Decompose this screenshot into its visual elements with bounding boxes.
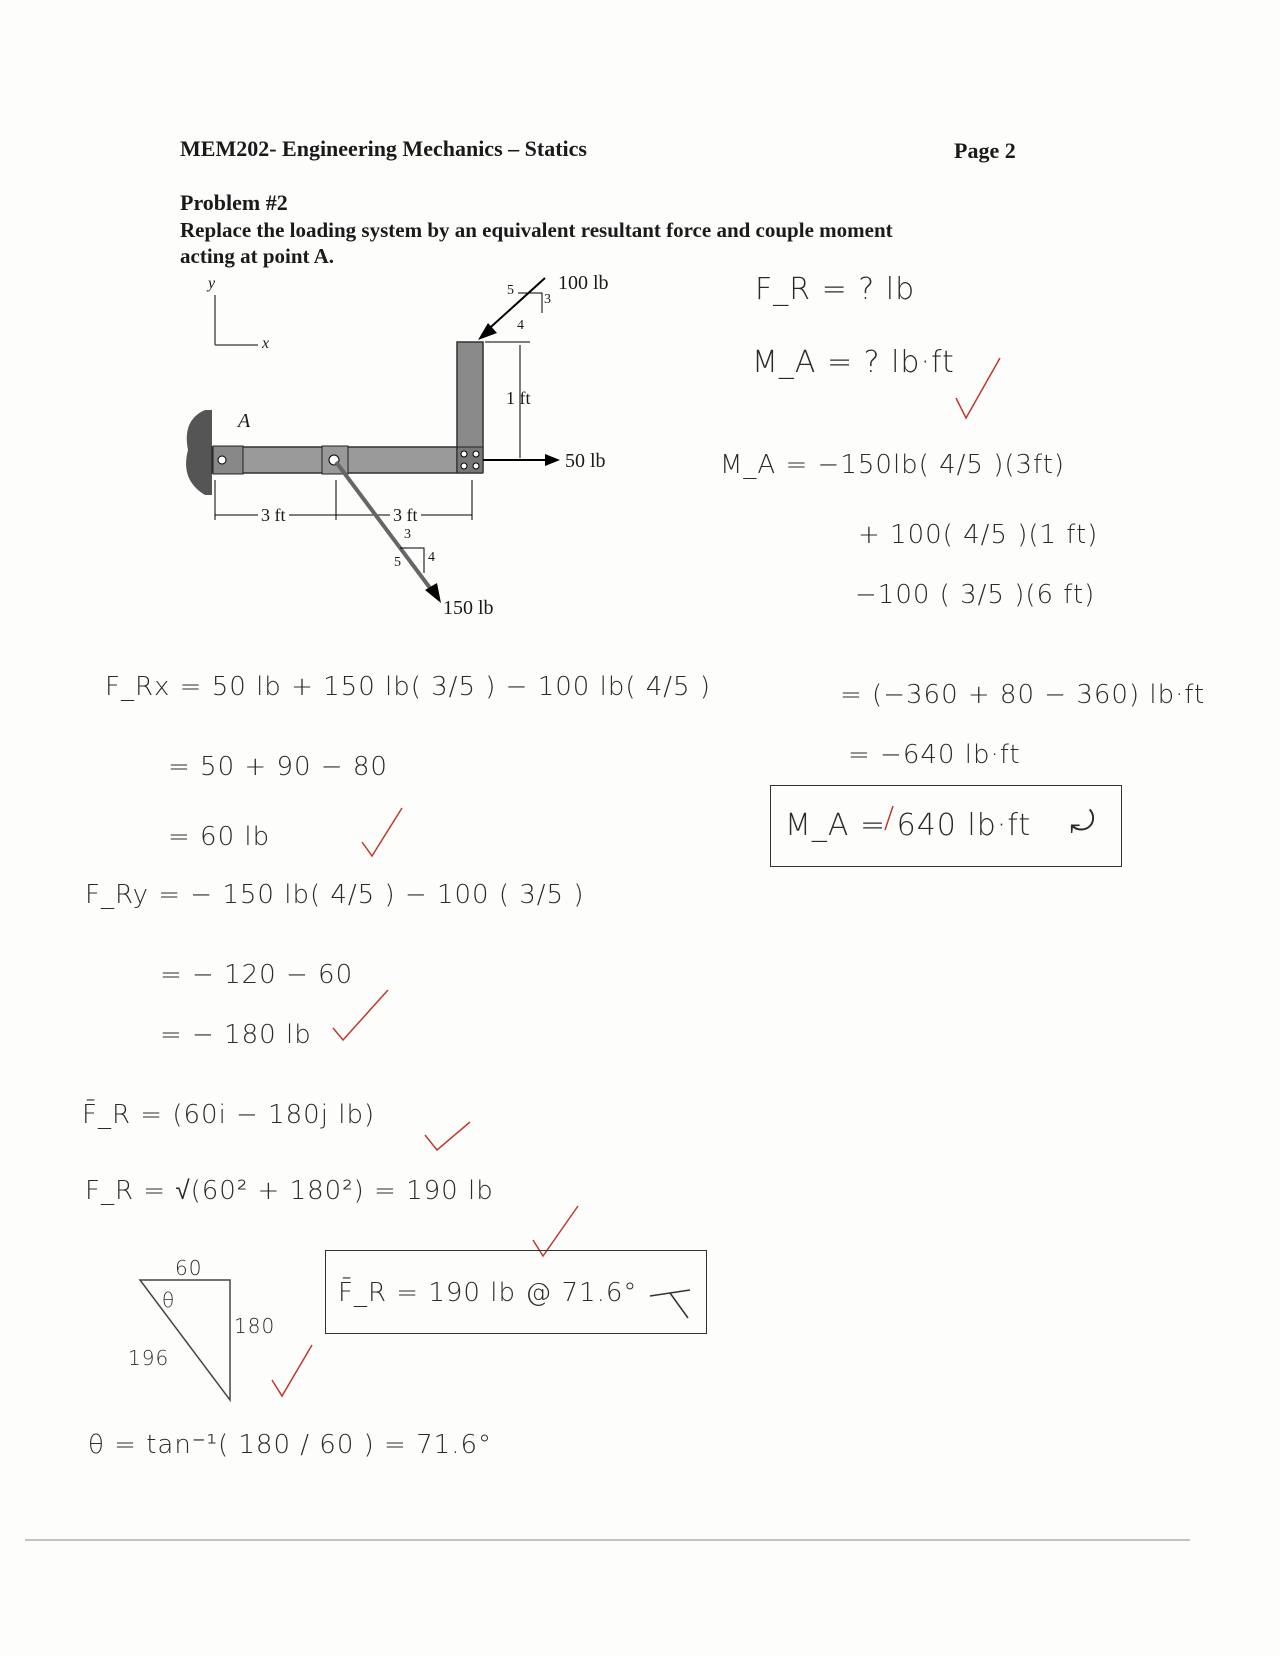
force-top-label: 100 lb [558, 272, 609, 294]
triangle-top-label: 60 [175, 1256, 203, 1280]
check-fry [333, 990, 388, 1040]
moment-sum: = (−360 + 80 − 360) lb·ft [840, 680, 1206, 710]
moment-boxed: M_A = 640 lb·ft [785, 808, 1032, 843]
pin-a [218, 456, 226, 464]
moment-eq2: + 100( 4/5 )(1 ft) [858, 520, 1099, 550]
sketch-triangle [140, 1280, 230, 1400]
corner-bolt-3 [461, 463, 467, 469]
check-frx [362, 808, 402, 856]
force-right-label: 50 lb [565, 450, 606, 472]
problem-statement-line2: acting at point A. [180, 244, 335, 268]
slope-top-5: 5 [507, 283, 514, 298]
fr-vector: F̄_R = (60i − 180j lb) [82, 1100, 376, 1130]
frx-eq1: F_Rx = 50 lb + 150 lb( 3/5 ) − 100 lb( 4/5 ) [105, 672, 711, 702]
check-fr-vector [425, 1122, 470, 1150]
frx-eq2: = 50 + 90 − 80 [168, 752, 388, 782]
triangle-angle-label: θ [162, 1288, 176, 1312]
force-50-arrowhead [545, 454, 560, 466]
point-a-label: A [238, 410, 251, 432]
slope-triangle-top [518, 293, 542, 313]
triangle-right-label: 180 [234, 1314, 276, 1338]
moment-eq3: −100 ( 3/5 )(6 ft) [855, 580, 1096, 610]
slope-top-3: 3 [544, 292, 551, 307]
moment-direction-icon: ⤾ [1070, 805, 1096, 840]
fry-eq1: F_Ry = − 150 lb( 4/5 ) − 100 ( 3/5 ) [85, 880, 585, 910]
slope-bottom-5: 5 [394, 555, 401, 570]
axis-y-label: y [208, 275, 216, 292]
fr-boxed: F̄_R = 190 lb @ 71.6° [338, 1278, 638, 1308]
triangle-left-label: 196 [128, 1346, 170, 1370]
force-100-arrowhead [478, 323, 497, 340]
slope-top-4: 4 [517, 318, 524, 333]
check-ma [956, 358, 1000, 418]
fry-eq2: = − 120 − 60 [160, 960, 354, 990]
force-bottom-label: 150 lb [443, 597, 494, 619]
corner-bolt-4 [473, 463, 479, 469]
problem-statement-line1: Replace the loading system by an equivalent resultant force and couple moment [180, 218, 893, 242]
axis-x-label: x [262, 335, 270, 352]
frx-eq3: = 60 lb [168, 822, 271, 852]
dim-right-label: 3 ft [390, 505, 421, 526]
problem-title: Problem #2 [180, 190, 288, 215]
fr-magnitude: F_R = √(60² + 180²) = 190 lb [85, 1176, 494, 1206]
check-theta [272, 1345, 312, 1396]
moment-result: = −640 lb·ft [848, 740, 1021, 770]
corner-plate [457, 447, 483, 473]
force-150-arrow [336, 462, 436, 596]
course-title: MEM202- Engineering Mechanics – Statics [180, 136, 587, 161]
given-fr: F_R = ? lb [755, 272, 916, 307]
corner-bolt-2 [473, 451, 479, 457]
theta-eq: θ = tan⁻¹( 180 / 60 ) = 71.6° [88, 1430, 492, 1460]
slope-bottom-4: 4 [428, 550, 435, 565]
dim-vertical-label: 1 ft [506, 388, 531, 408]
moment-eq1: M_A = −150lb( 4/5 )(3ft) [720, 450, 1066, 480]
given-ma: M_A = ? lb·ft [752, 345, 955, 380]
wall-hatch [186, 410, 212, 495]
page-number: Page 2 [954, 138, 1016, 163]
corner-bolt-1 [461, 451, 467, 457]
check-fr-boxed [533, 1206, 578, 1256]
fry-eq3: = − 180 lb [160, 1020, 312, 1050]
dim-left-label: 3 ft [258, 505, 289, 526]
slope-bottom-3: 3 [404, 527, 411, 542]
